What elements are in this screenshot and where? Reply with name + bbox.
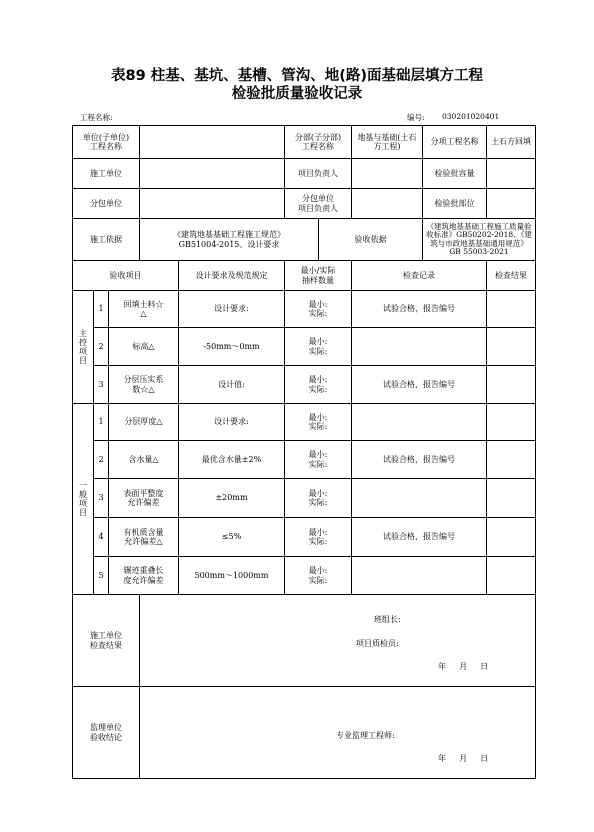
row-requirement: ±20mm bbox=[179, 479, 285, 518]
form-subtitle: 检验批质量验收记录 bbox=[231, 86, 363, 102]
sub-project-manager-label: 分包单位 项目负责人 bbox=[285, 189, 352, 219]
sub-project-value[interactable]: 地基与基础(土石 方工程) bbox=[352, 126, 423, 159]
row-requirement: -50mm～0mm bbox=[179, 328, 285, 366]
supervision-engineer-label: 专业监理工程师: bbox=[336, 731, 395, 740]
info-row-subcontract bbox=[73, 189, 536, 219]
row-result[interactable] bbox=[487, 328, 536, 366]
row-sample[interactable]: 最小: 实际: bbox=[285, 518, 352, 557]
info-row-unit bbox=[73, 126, 536, 159]
info-row-construct bbox=[73, 159, 536, 189]
table-row bbox=[73, 518, 536, 557]
col-header-design: 设计要求及规范规定 bbox=[179, 261, 285, 291]
col-header-items: 验收项目 bbox=[73, 261, 179, 291]
column-header-row bbox=[73, 261, 536, 291]
supervision-area[interactable] bbox=[140, 687, 536, 779]
project-manager-value[interactable] bbox=[352, 159, 423, 189]
code-label: 编号: bbox=[407, 113, 425, 122]
row-item-name: 辗迹重叠长 度允许偏差 bbox=[109, 557, 179, 595]
row-result[interactable] bbox=[487, 479, 536, 518]
general-group-label: 一般项目 bbox=[73, 404, 94, 595]
construction-check-date: 年 月 日 bbox=[438, 662, 489, 671]
construct-unit-value[interactable] bbox=[140, 159, 285, 189]
construction-basis-value: 《建筑地基基础工程施工规范》 GB51004-2015、设计要求 bbox=[140, 219, 319, 261]
construction-check-label: 施工单位 检查结果 bbox=[73, 595, 140, 687]
row-result[interactable] bbox=[487, 291, 536, 328]
row-sample[interactable]: 最小: 实际: bbox=[285, 404, 352, 441]
row-record[interactable]: 试验合格，报告编号 bbox=[352, 291, 487, 328]
subcontract-value[interactable] bbox=[140, 189, 285, 219]
col-header-sample: 最小/实际 抽样数量 bbox=[285, 261, 352, 291]
row-number: 5 bbox=[94, 557, 109, 595]
table-row bbox=[73, 441, 536, 479]
row-number: 3 bbox=[94, 366, 109, 404]
row-result[interactable] bbox=[487, 557, 536, 595]
row-number: 4 bbox=[94, 518, 109, 557]
row-sample[interactable]: 最小: 实际: bbox=[285, 328, 352, 366]
row-requirement: 设计要求: bbox=[179, 291, 285, 328]
row-item-name: 标高△ bbox=[109, 328, 179, 366]
row-sample[interactable]: 最小: 实际: bbox=[285, 479, 352, 518]
quality-inspector-label: 项目质检员: bbox=[356, 639, 399, 648]
batch-part-value[interactable] bbox=[487, 189, 536, 219]
item-name-value[interactable]: 土石方回填 bbox=[487, 126, 536, 159]
unit-value[interactable] bbox=[140, 126, 285, 159]
table-row bbox=[73, 404, 536, 441]
row-record[interactable] bbox=[352, 328, 487, 366]
supervision-row bbox=[73, 687, 536, 779]
project-manager-label: 项目负责人 bbox=[285, 159, 352, 189]
table-row bbox=[73, 479, 536, 518]
project-name-label: 工程名称: bbox=[80, 113, 113, 122]
col-header-result: 检查结果 bbox=[487, 261, 536, 291]
row-record[interactable] bbox=[352, 404, 487, 441]
code-value: 030201020401 bbox=[442, 112, 500, 121]
item-name-label: 分项工程名称 bbox=[423, 126, 487, 159]
construction-check-row bbox=[73, 595, 536, 687]
row-item-name: 回填土料☆ △ bbox=[109, 291, 179, 328]
row-requirement: 最优含水量±2% bbox=[179, 441, 285, 479]
construct-unit-label: 施工单位 bbox=[73, 159, 140, 189]
info-row-basis bbox=[73, 219, 536, 261]
table-row bbox=[73, 328, 536, 366]
construction-check-area[interactable] bbox=[140, 595, 536, 687]
row-result[interactable] bbox=[487, 366, 536, 404]
main-group-label: 主控项目 bbox=[73, 291, 94, 404]
table-row bbox=[73, 366, 536, 404]
row-result[interactable] bbox=[487, 441, 536, 479]
row-number: 2 bbox=[94, 441, 109, 479]
row-item-name: 分层厚度△ bbox=[109, 404, 179, 441]
row-requirement: 设计值: bbox=[179, 366, 285, 404]
construction-basis-label: 施工依据 bbox=[73, 219, 140, 261]
row-number: 1 bbox=[94, 291, 109, 328]
row-record[interactable]: 试验合格，报告编号 bbox=[352, 366, 487, 404]
row-number: 1 bbox=[94, 404, 109, 441]
supervision-label: 监理单位 验收结论 bbox=[73, 687, 140, 779]
row-requirement: 设计要求: bbox=[179, 404, 285, 441]
batch-capacity-value[interactable] bbox=[487, 159, 536, 189]
row-item-name: 含水量△ bbox=[109, 441, 179, 479]
row-item-name: 分层压实系 数☆△ bbox=[109, 366, 179, 404]
row-requirement: 500mm～1000mm bbox=[179, 557, 285, 595]
row-result[interactable] bbox=[487, 404, 536, 441]
col-header-record: 检查记录 bbox=[352, 261, 487, 291]
form-title: 表89 柱基、基坑、基槽、管沟、地(路)面基础层填方工程 bbox=[111, 68, 483, 84]
batch-part-label: 检验批部位 bbox=[423, 189, 487, 219]
row-sample[interactable]: 最小: 实际: bbox=[285, 366, 352, 404]
row-record[interactable] bbox=[352, 557, 487, 595]
supervision-date: 年 月 日 bbox=[438, 754, 489, 763]
row-result[interactable] bbox=[487, 518, 536, 557]
table-row bbox=[73, 557, 536, 595]
team-leader-label: 班组长: bbox=[374, 615, 401, 624]
row-record[interactable] bbox=[352, 479, 487, 518]
row-sample[interactable]: 最小: 实际: bbox=[285, 557, 352, 595]
row-requirement: ≤5% bbox=[179, 518, 285, 557]
row-record[interactable]: 试验合格，报告编号 bbox=[352, 518, 487, 557]
row-sample[interactable]: 最小: 实际: bbox=[285, 291, 352, 328]
table-row bbox=[73, 291, 536, 328]
acceptance-basis-value: 《建筑地基基础工程施工质量验收标准》GB50202-2018、《建筑与市政地基基础通用规范》GB 55003-2021 bbox=[423, 219, 536, 261]
row-number: 3 bbox=[94, 479, 109, 518]
row-sample[interactable]: 最小: 实际: bbox=[285, 441, 352, 479]
unit-label: 单位(子单位) 工程名称 bbox=[73, 126, 140, 159]
acceptance-form-table bbox=[72, 125, 536, 779]
row-record[interactable]: 试验合格，报告编号 bbox=[352, 441, 487, 479]
sub-project-label: 分部(子分部) 工程名称 bbox=[285, 126, 352, 159]
row-item-name: 有机质含量 允许偏差△ bbox=[109, 518, 179, 557]
row-item-name: 表面平整度 允许偏差 bbox=[109, 479, 179, 518]
subcontract-label: 分包单位 bbox=[73, 189, 140, 219]
row-number: 2 bbox=[94, 328, 109, 366]
batch-capacity-label: 检验批容量 bbox=[423, 159, 487, 189]
sub-project-manager-value[interactable] bbox=[352, 189, 423, 219]
acceptance-basis-label: 验收依据 bbox=[319, 219, 423, 261]
